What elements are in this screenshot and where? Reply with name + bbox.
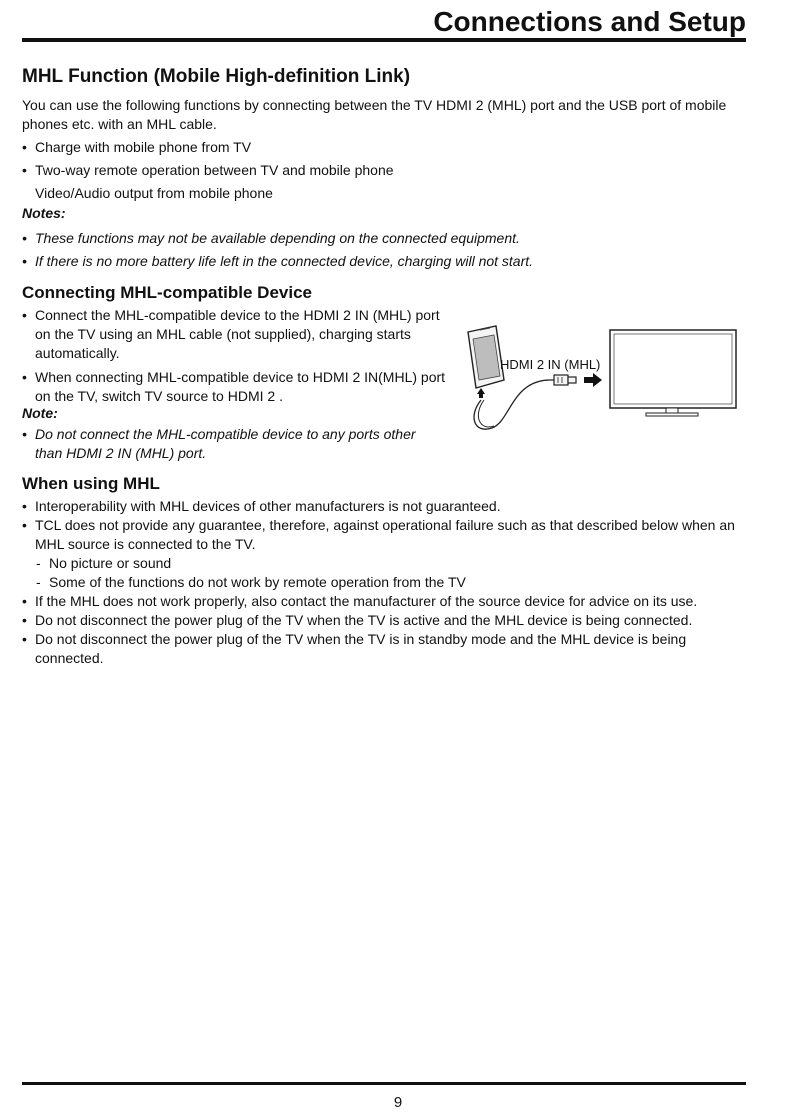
mhl-heading: MHL Function (Mobile High-definition Link) — [22, 66, 411, 87]
using-heading: When using MHL — [22, 474, 160, 493]
list-item: • Charge with mobile phone from TV — [22, 136, 742, 159]
list-item: • These functions may not be available depending on the connected equipment. — [22, 227, 742, 250]
hdmi-connector-icon — [554, 375, 576, 385]
note-label: Note: — [22, 405, 58, 421]
sub-list — [35, 554, 747, 592]
hdmi-port-label: HDMI 2 IN (MHL) — [500, 357, 601, 372]
list-item: • Do not disconnect the power plug of the TV when the TV is in standby mode and the MHL device is being connected. — [22, 630, 747, 668]
mhl-connection-diagram — [460, 318, 740, 438]
list-item: • When connecting MHL-compatible device to HDMI 2 IN(MHL) port on the TV, switch TV source to HDMI 2 . — [22, 368, 447, 406]
notes-list — [22, 227, 742, 273]
tv-icon — [610, 330, 736, 416]
mobile-phone-icon — [468, 326, 504, 388]
page-title: Connections and Setup — [433, 6, 746, 37]
list-item: • Do not connect the MHL-compatible device to any ports other than HDMI 2 IN (MHL) port. — [22, 425, 422, 463]
sub-list-item: - No picture or sound — [35, 554, 747, 573]
page-number: 9 — [393, 1094, 403, 1111]
mhl-cable — [474, 380, 556, 429]
connecting-heading: Connecting MHL-compatible Device — [22, 283, 312, 302]
list-item: • Connect the MHL-compatible device to the HDMI 2 IN (MHL) port on the TV using an MHL cable (not supplied), charging starts automatically. — [22, 306, 447, 363]
arrow-right-icon — [584, 373, 602, 387]
list-item: Video/Audio output from mobile phone — [35, 185, 273, 201]
using-list — [22, 497, 747, 668]
title-rule — [22, 38, 746, 42]
list-item: • Interoperability with MHL devices of other manufacturers is not guaranteed. — [22, 497, 747, 516]
list-item — [22, 554, 747, 592]
list-item: • Do not disconnect the power plug of the TV when the TV is active and the MHL device is being connected. — [22, 611, 747, 630]
list-item: • If the MHL does not work properly, also contact the manufacturer of the source device for advice on its use. — [22, 592, 747, 611]
list-item: • Two-way remote operation between TV and mobile phone — [22, 159, 742, 182]
note-list — [22, 425, 422, 463]
footer-rule — [22, 1082, 746, 1085]
notes-label: Notes: — [22, 205, 66, 221]
list-item: • TCL does not provide any guarantee, therefore, against operational failure such as that described below when an MHL source is connected to the TV. — [22, 516, 747, 554]
list-item: • If there is no more battery life left in the connected device, charging will not start. — [22, 250, 742, 273]
mhl-function-list — [22, 136, 742, 205]
connecting-steps — [22, 306, 447, 406]
sub-list-item: - Some of the functions do not work by remote operation from the TV — [35, 573, 747, 592]
mhl-intro: You can use the following functions by connecting between the TV HDMI 2 (MHL) port and the USB port of mobile phones etc. with an MHL cable. — [22, 97, 727, 132]
